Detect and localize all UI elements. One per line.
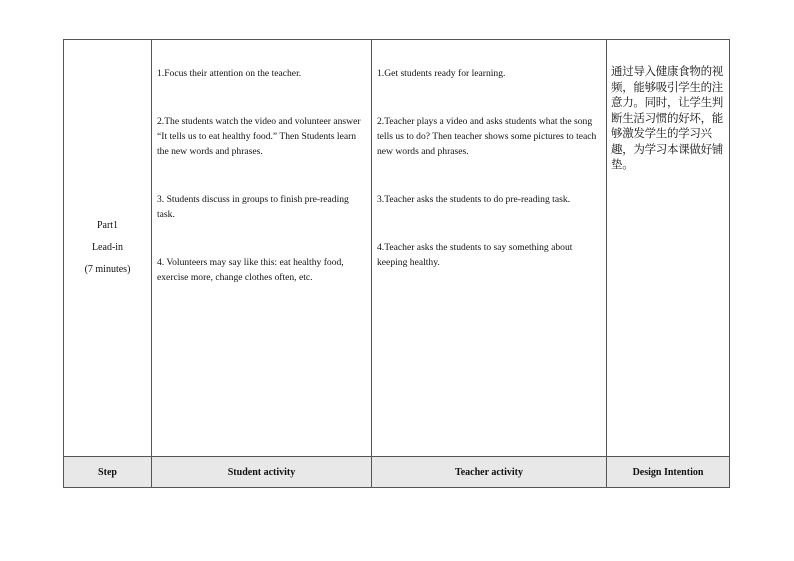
teacher-activity-item: 2.Teacher plays a video and asks students what the song tells us to do? Then teacher shows some pictures to teach new words and phrases. [377,116,597,157]
student-activity-item: 3. Students discuss in groups to finish pre-reading task. [157,194,349,220]
step-name: Lead-in [91,242,124,253]
student-activity-cell [152,40,372,457]
header-design-intention: Design Intention [607,457,730,488]
header-student-activity: Student activity [152,457,372,488]
step-duration: (7 minutes) [84,264,131,275]
student-activity-item: 1.Focus their attention on the teacher. [157,68,302,79]
lesson-plan-table [63,39,730,488]
header-row [64,457,730,488]
student-activity-item: 4. Volunteers may say like this: eat healthy food, exercise more, change clothes often, etc. [157,257,344,283]
teacher-activity-cell [372,40,607,457]
student-activity-item: 2.The students watch the video and volunteer answer “It tells us to eat healthy food.” Then Students learn the new words and phrases. [157,116,361,157]
design-intention-text: 通过导入健康食物的视频，能够吸引学生的注意力。同时，让学生判断生活习惯的好坏，能够激发学生的学习兴趣，为学习本课做好铺垫。 [611,64,723,171]
step-cell [64,40,152,457]
teacher-activity-item: 3.Teacher asks the students to do pre-reading task. [377,194,571,205]
design-intention-cell [607,40,730,457]
lead-in-row [64,40,730,457]
teacher-activity-item: 4.Teacher asks the students to say something about keeping healthy. [377,242,573,268]
teacher-activity-item: 1.Get students ready for learning. [377,68,506,79]
header-step: Step [64,457,152,488]
header-teacher-activity: Teacher activity [372,457,607,488]
step-part: Part1 [96,220,119,231]
